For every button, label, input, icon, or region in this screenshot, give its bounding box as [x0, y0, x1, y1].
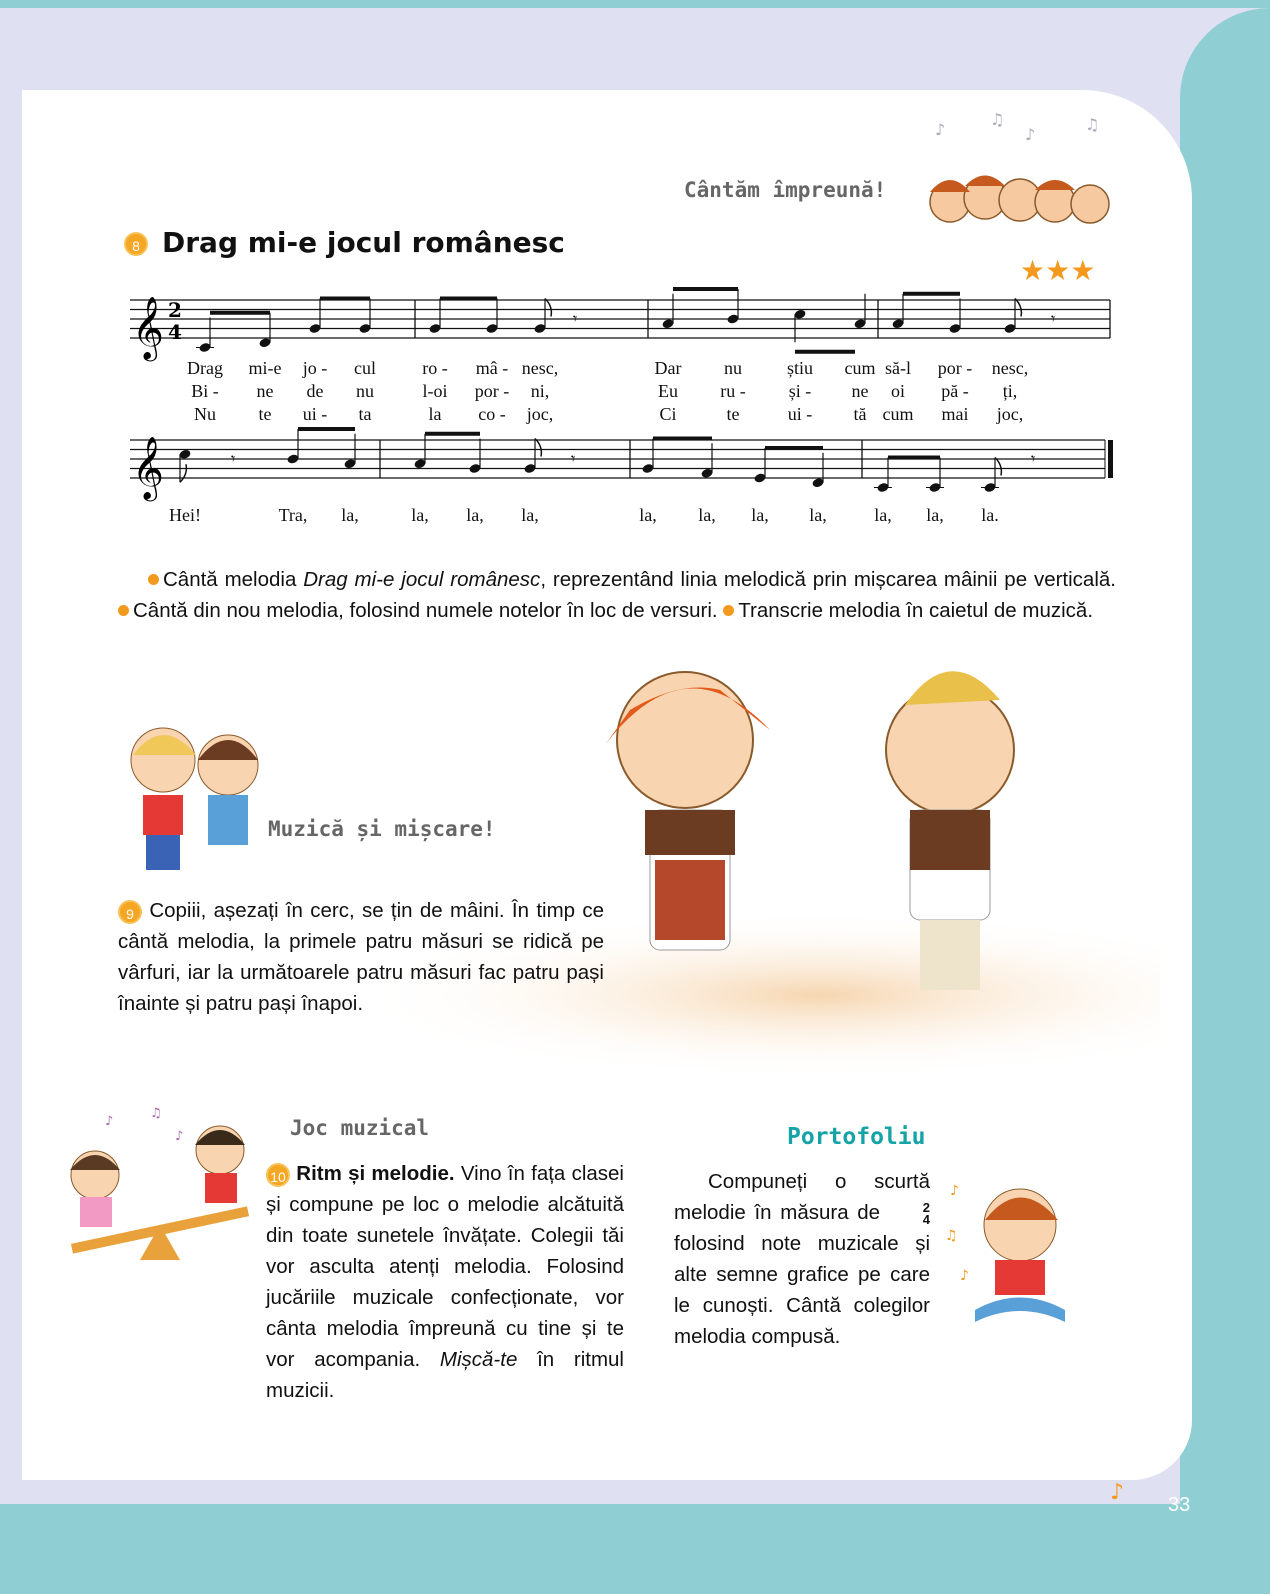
lyric-syllable: mai [941, 404, 969, 424]
lyric-syllable: ne [256, 381, 274, 401]
lyric-syllable: ru - [720, 381, 746, 401]
note-flag [180, 464, 186, 482]
lyric-syllable: te [726, 404, 740, 424]
star-icon: ★ [1045, 254, 1071, 287]
eighth-rest: 𝄾 [1031, 449, 1036, 468]
lyric-syllable: mi-e [248, 358, 282, 378]
movement-title: Muzică și mișcare! [268, 817, 496, 841]
lyric-syllable: oi [890, 381, 906, 401]
svg-text:♫: ♫ [945, 1228, 958, 1244]
lyric-syllable: cum [882, 404, 914, 424]
page-number: 33 [1168, 1494, 1191, 1516]
lyric-syllable: ro - [422, 358, 448, 378]
lyric-syllable: la, [874, 505, 892, 525]
bullet-icon [723, 605, 734, 616]
lyric-syllable: Drag [187, 358, 223, 378]
lyric-syllable: Tra, [278, 505, 308, 525]
music-score [0, 0, 1270, 540]
lyric-syllable: la, [698, 505, 716, 525]
svg-text:♪: ♪ [1025, 125, 1036, 144]
lyric-syllable: ui - [302, 404, 328, 424]
lyric-syllable: Hei! [169, 505, 201, 525]
note-flag [535, 439, 541, 457]
lyric-syllable: la, [521, 505, 539, 525]
note-flag [1015, 299, 1021, 317]
song-instructions: Cântă melodia Drag mi-e jocul românesc, reprezentând linia melodică prin mișcarea mâinii pe verticală. Cântă din nou melodia, folosind numele notelor în loc de versuri. Transcrie melodia în caietul de muzică. [118, 564, 1116, 626]
lyric-syllable: Bi - [191, 381, 219, 401]
lyric-syllable: joc, [526, 404, 554, 424]
lyric-syllable: te [258, 404, 272, 424]
note-flag [545, 299, 551, 317]
star-icon: ★ [1070, 254, 1096, 287]
star-icon: ★ [1020, 254, 1046, 287]
svg-text:♪: ♪ [950, 1183, 959, 1199]
lyric-syllable: la, [341, 505, 359, 525]
lyric-syllable: cul [354, 358, 376, 378]
mascot-note-icon: ♪ [1110, 1480, 1125, 1505]
svg-text:♫: ♫ [990, 110, 1005, 129]
exercise-number-badge: 9 [118, 900, 142, 924]
game-text: 10 Ritm și melodie. Vino în fața clasei și compune pe loc o melodie alcătuită din toate sunetele învățate. Colegii tăi vor asculta atenți melodia. Folosind jucăriile muzicale confecționate, vor cânta melodia împreună cu tine și te vor acompania. Mișcă-te în ritmul muzicii. [266, 1162, 624, 1402]
treble-clef-icon: 𝄞 [132, 296, 164, 359]
lyric-syllable: mâ - [475, 358, 509, 378]
lyric-syllable: tă [853, 404, 867, 424]
svg-text:♫: ♫ [150, 1106, 162, 1121]
lyric-syllable: la, [926, 505, 944, 525]
section-title: Cântăm împreună! [684, 178, 887, 202]
lyric-syllable: ni, [530, 381, 550, 401]
lyric-syllable: ui - [787, 404, 813, 424]
exercise-number-badge: 8 [124, 232, 148, 256]
dancing-children-illustration [300, 650, 1160, 1090]
lyric-syllable: pă - [941, 381, 969, 401]
song-title: Drag mi-e jocul românesc [162, 226, 565, 259]
treble-clef-icon: 𝄞 [132, 436, 164, 499]
lyric-syllable: Nu [194, 404, 216, 424]
lyric-syllable: la, [466, 505, 484, 525]
page-frame-bottom [0, 1504, 1270, 1594]
lyric-syllable: la [428, 404, 442, 424]
svg-text:♫: ♫ [1085, 115, 1100, 134]
lyric-syllable: la, [411, 505, 429, 525]
lyric-syllable: și - [788, 381, 812, 401]
svg-text:♪: ♪ [960, 1268, 969, 1284]
lyric-syllable: la, [751, 505, 769, 525]
lyric-syllable: ți, [1002, 381, 1018, 401]
lyric-syllable: cum [844, 358, 876, 378]
time-signature-bottom: 4 [168, 320, 182, 344]
lyric-syllable: joc, [996, 404, 1024, 424]
game-title: Joc muzical [290, 1116, 430, 1140]
lyric-syllable: nesc, [521, 358, 559, 378]
lyric-syllable: Dar [654, 358, 682, 378]
portfolio-text: Compuneți o scurtă melodie în măsura de 2 4 folosind note muzicale și alte semne grafice pe care le cunoști. Cântă colegilor melodia compusă. [674, 1170, 930, 1348]
lyric-syllable: la. [981, 505, 999, 525]
bullet-icon [148, 574, 159, 585]
bullet-icon [118, 605, 129, 616]
seesaw-children-illustration [55, 1105, 260, 1265]
eighth-rest: 𝄾 [573, 309, 578, 328]
lyric-syllable: știu [786, 358, 814, 378]
lyric-syllable: Ci [659, 404, 677, 424]
svg-text:♪: ♪ [105, 1114, 114, 1129]
time-signature-top: 2 [168, 298, 182, 322]
lyric-syllable: la, [809, 505, 827, 525]
lyric-syllable: să-l [885, 358, 911, 378]
lyric-syllable: ne [851, 381, 869, 401]
lyric-syllable: l-oi [422, 381, 448, 401]
children-dancing-icon [118, 715, 268, 880]
exercise-number-badge: 10 [266, 1163, 290, 1187]
portfolio-title: Portofoliu [787, 1124, 926, 1150]
reading-boy-illustration [940, 1170, 1090, 1335]
movement-text: 9 Copiii, așezați în cerc, se țin de mâini. În timp ce cântă melodia, la primele patru măsuri se ridică pe vârfuri, iar la următoarele patru măsuri fac patru pași înainte și patru pași înapoi. [118, 899, 604, 1015]
eighth-rest: 𝄾 [231, 449, 236, 468]
lyric-syllable: nesc, [991, 358, 1029, 378]
lyric-syllable: co - [478, 404, 506, 424]
eighth-rest: 𝄾 [1051, 309, 1056, 328]
svg-text:♪: ♪ [935, 120, 946, 139]
svg-text:♪: ♪ [175, 1129, 184, 1144]
note-flag [995, 458, 1001, 476]
lyric-syllable: de [306, 381, 324, 401]
eighth-rest: 𝄾 [571, 449, 576, 468]
lyric-syllable: nu [356, 381, 374, 401]
time-signature: 2 4 [922, 1199, 930, 1227]
lyric-syllable: la, [639, 505, 657, 525]
final-bar-line [1108, 440, 1113, 478]
lyric-syllable: Eu [658, 381, 678, 401]
lyric-syllable: nu [724, 358, 742, 378]
lyric-syllable: jo - [302, 358, 328, 378]
lyric-syllable: ta [358, 404, 372, 424]
lyric-syllable: por - [474, 381, 510, 401]
lyric-syllable: por - [937, 358, 973, 378]
